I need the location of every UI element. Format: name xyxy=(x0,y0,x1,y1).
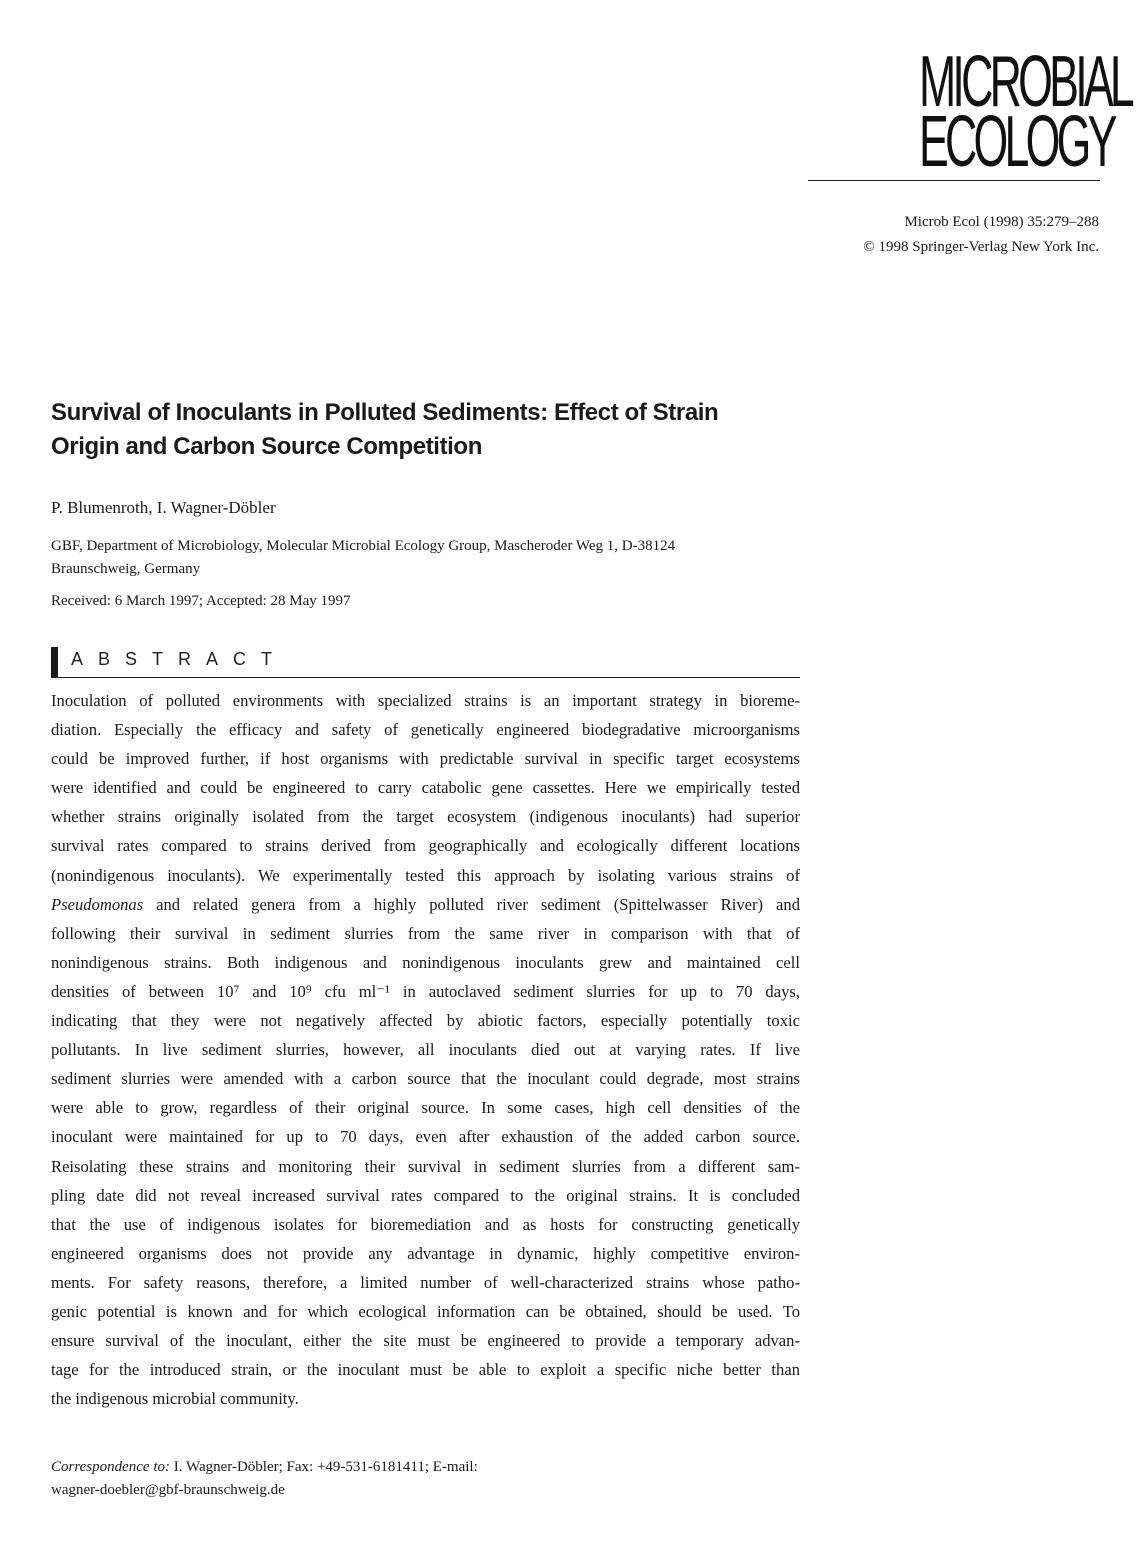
abstract-line: Inoculation of polluted environments with specialized strains is an important strategy in bioreme- xyxy=(51,691,800,710)
authors: P. Blumenroth, I. Wagner-Döbler xyxy=(51,498,276,517)
article-title xyxy=(51,396,811,464)
abstract-line: the indigenous microbial community. xyxy=(51,1389,299,1409)
abstract-line: that the use of indigenous isolates for bioremediation and as hosts for constructing genetically xyxy=(51,1214,800,1234)
abstract-line: Pseudomonas and related genera from a highly polluted river sediment (Spittelwasser River) and xyxy=(51,894,800,914)
abstract-line: were identified and could be engineered to carry catabolic gene cassettes. Here we empirically tested xyxy=(51,778,800,798)
correspondence-footnote xyxy=(51,1456,571,1502)
abstract-line: pling date did not reveal increased survival rates compared to the original strains. It is concluded xyxy=(51,1185,800,1205)
abstract-line: whether strains originally isolated from the target ecosystem (indigenous inoculants) had superior xyxy=(51,807,800,827)
logo-line-1: MICROBIAL xyxy=(918,42,1132,122)
logo-line-2: ECOLOGY xyxy=(918,102,1114,182)
correspondence-line xyxy=(51,1456,571,1479)
abstract-heading-bar xyxy=(51,647,58,678)
journal-logo xyxy=(808,42,1132,182)
abstract-line: pollutants. In live sediment slurries, however, all inoculants died out at varying rates. If live xyxy=(51,1040,800,1060)
correspondence-text: I. Wagner-Döbler; Fax: +49-531-6181411; E-mail: xyxy=(170,1459,478,1475)
title-line-1: Survival of Inoculants in Polluted Sediments: Effect of Strain xyxy=(51,399,719,426)
abstract-line: indicating that they were not negatively affected by abiotic factors, especially potentially toxic xyxy=(51,1011,800,1031)
abstract-line: inoculant were maintained for up to 70 days, even after exhaustion of the added carbon source. xyxy=(51,1127,800,1147)
abstract-line: genic potential is known and for which ecological information can be obtained, should be used. To xyxy=(51,1301,800,1321)
genus-name: Pseudomonas xyxy=(51,894,144,914)
abstract-line: tage for the introduced strain, or the inoculant must be able to exploit a specific niche better than xyxy=(51,1360,800,1380)
abstract-line: could be improved further, if host organisms with predictable survival in specific target ecosystems xyxy=(51,749,800,769)
journal-citation xyxy=(863,210,1099,260)
affiliation-line-1: GBF, Department of Microbiology, Molecular Microbial Ecology Group, Mascheroder Weg 1, D-38124 xyxy=(51,538,676,554)
title-line-2: Origin and Carbon Source Competition xyxy=(51,433,482,460)
abstract-heading xyxy=(51,647,800,678)
received-accepted-dates: Received: 6 March 1997; Accepted: 28 May 1997 xyxy=(51,593,351,609)
abstract-line: Reisolating these strains and monitoring their survival in sediment slurries from a different sam- xyxy=(51,1156,800,1176)
copyright-text: © 1998 Springer-Verlag New York Inc. xyxy=(863,239,1099,255)
abstract-line: nonindigenous strains. Both indigenous and nonindigenous inoculants grew and maintained cell xyxy=(51,952,800,972)
abstract-line: engineered organisms does not provide any advantage in dynamic, highly competitive environ- xyxy=(51,1243,800,1263)
abstract-line: ensure survival of the inoculant, either the site must be engineered to provide a temporary advan- xyxy=(51,1331,800,1351)
affiliation xyxy=(51,535,781,581)
abstract-line: sediment slurries were amended with a carbon source that the inoculant could degrade, most strains xyxy=(51,1069,800,1089)
abstract-heading-label: ABSTRACT xyxy=(71,649,288,669)
abstract-line: densities of between 10⁷ and 10⁹ cfu ml⁻¹ in autoclaved sediment slurries for up to 70 days, xyxy=(51,981,800,1001)
abstract-line: following their survival in sediment slurries from the same river in comparison with that of xyxy=(51,923,800,943)
correspondence-label: Correspondence to: xyxy=(51,1459,171,1475)
abstract-line: survival rates compared to strains derived from geographically and ecologically different locations xyxy=(51,836,800,856)
affiliation-line-2: Braunschweig, Germany xyxy=(51,561,201,577)
correspondence-email: wagner-doebler@gbf-braunschweig.de xyxy=(51,1482,285,1498)
abstract-line: (nonindigenous inoculants). We experimentally tested this approach by isolating various strains of xyxy=(51,865,800,885)
citation-text: Microb Ecol (1998) 35:279–288 xyxy=(904,214,1099,230)
abstract-line: were able to grow, regardless of their original source. In some cases, high cell densities of the xyxy=(51,1098,800,1118)
abstract-line: ments. For safety reasons, therefore, a limited number of well-characterized strains whose patho- xyxy=(51,1272,800,1292)
abstract-line: diation. Especially the efficacy and safety of genetically engineered biodegradative microorganisms xyxy=(51,720,800,740)
abstract-body xyxy=(51,686,800,1413)
